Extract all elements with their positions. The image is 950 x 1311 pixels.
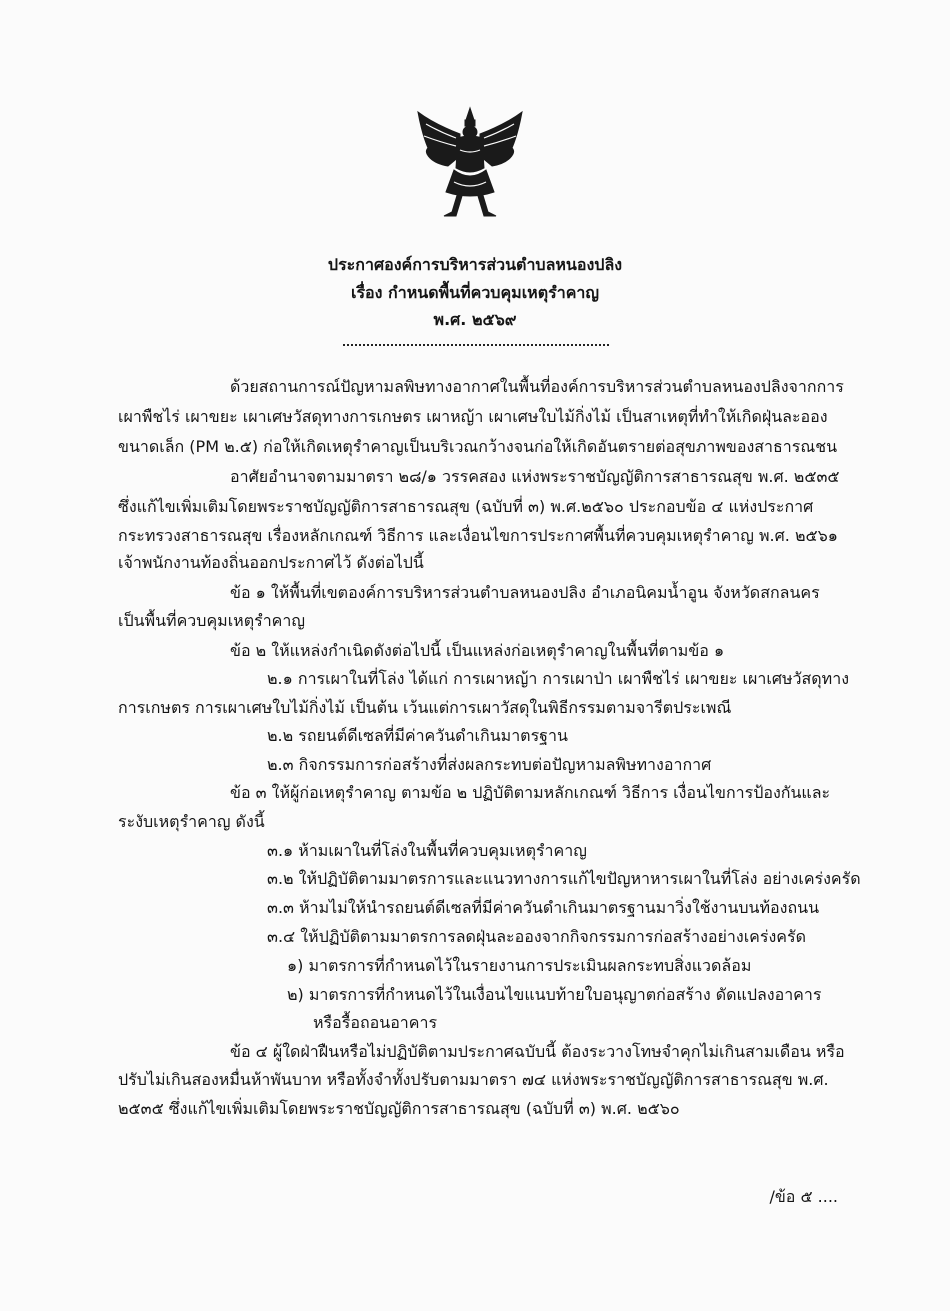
clause-2: ข้อ ๒ ให้แหล่งกำเนิดดังต่อไปนี้ เป็นแหล่งก่อเหตุรำคาญในพื้นที่ตามข้อ ๑: [230, 641, 725, 660]
body-line: หรือรื้อถอนอาคาร: [313, 1013, 438, 1032]
body-line: เจ้าพนักงานท้องถิ่นออกประกาศไว้ ดังต่อไปนี้: [118, 553, 424, 572]
clause-1: ข้อ ๑ ให้พื้นที่เขตองค์การบริหารส่วนตำบลหนองปลิง อำเภอนิคมน้ำอูน จังหวัดสกลนคร: [230, 583, 820, 602]
body-line: เผาพืชไร่ เผาขยะ เผาเศษวัสดุทางการเกษตร เผาหญ้า เผาเศษใบไม้กิ่งไม้ เป็นสาเหตุที่ทำให้เกิดฝุ่นละออง: [118, 407, 828, 426]
body-line: ด้วยสถานการณ์ปัญหามลพิษทางอากาศในพื้นที่องค์การบริหารส่วนตำบลหนองปลิงจากการ: [230, 377, 844, 396]
sub-clause-3-1: ๓.๑ ห้ามเผาในที่โล่งในพื้นที่ควบคุมเหตุรำคาญ: [267, 841, 587, 860]
body-line: การเกษตร การเผาเศษใบไม้กิ่งไม้ เป็นต้น เว้นแต่การเผาวัสดุในพิธีกรรมตามจารีตประเพณี: [118, 698, 732, 717]
sub-clause-2-3: ๒.๓ กิจกรรมการก่อสร้างที่ส่งผลกระทบต่อปัญหามลพิษทางอากาศ: [267, 755, 712, 774]
heading-year: พ.ศ. ๒๕๖๙: [433, 310, 517, 329]
heading-organization: ประกาศองค์การบริหารส่วนตำบลหนองปลิง: [327, 255, 623, 274]
measure-2: ๒) มาตรการที่กำหนดไว้ในเงื่อนไขแนบท้ายใบอนุญาตก่อสร้าง ดัดแปลงอาคาร: [287, 985, 822, 1004]
heading-subject: เรื่อง กำหนดพื้นที่ควบคุมเหตุรำคาญ: [350, 283, 600, 302]
body-line: ขนาดเล็ก (PM ๒.๕) ก่อให้เกิดเหตุรำคาญเป็นบริเวณกว้างจนก่อให้เกิดอันตรายต่อสุขภาพของสาธารณชน: [118, 437, 838, 456]
sub-clause-2-1: ๒.๑ การเผาในที่โล่ง ได้แก่ การเผาหญ้า การเผาป่า เผาพืชไร่ เผาขยะ เผาเศษวัสดุทาง: [267, 669, 850, 688]
clause-4: ข้อ ๔ ผู้ใดฝ่าฝืนหรือไม่ปฏิบัติตามประกาศฉบับนี้ ต้องระวางโทษจำคุกไม่เกินสามเดือน หรือ: [230, 1042, 845, 1061]
body-line: ซึ่งแก้ไขเพิ่มเติมโดยพระราชบัญญัติการสาธารณสุข (ฉบับที่ ๓) พ.ศ.๒๕๖๐ ประกอบข้อ ๔ แห่งประกาศ: [118, 497, 814, 516]
sub-clause-3-4: ๓.๔ ให้ปฏิบัติตามมาตรการลดฝุ่นละอองจากกิจกรรมการก่อสร้างอย่างเคร่งครัด: [267, 927, 806, 946]
sub-clause-3-2: ๓.๒ ให้ปฏิบัติตามมาตรการและแนวทางการแก้ไขปัญหาหารเผาในที่โล่ง อย่างเคร่งครัด: [267, 869, 861, 888]
divider-dotted: [343, 344, 609, 346]
clause-3: ข้อ ๓ ให้ผู้ก่อเหตุรำคาญ ตามข้อ ๒ ปฏิบัติตามหลักเกณฑ์ วิธีการ เงื่อนไขการป้องกันและ: [230, 783, 831, 802]
body-line: อาศัยอำนาจตามมาตรา ๒๘/๑ วรรคสอง แห่งพระราชบัญญัติการสาธารณสุข พ.ศ. ๒๕๓๕: [230, 467, 840, 486]
body-line: ปรับไม่เกินสองหมื่นห้าพันบาท หรือทั้งจำทั้งปรับตามมาตรา ๗๔ แห่งพระราชบัญญัติการสาธารณสุข พ.ศ.: [118, 1070, 829, 1089]
measure-1: ๑) มาตรการที่กำหนดไว้ในรายงานการประเมินผลกระทบสิ่งแวดล้อม: [287, 956, 752, 975]
body-line: ๒๕๓๕ ซึ่งแก้ไขเพิ่มเติมโดยพระราชบัญญัติการสาธารณสุข (ฉบับที่ ๓) พ.ศ. ๒๕๖๐: [118, 1099, 680, 1118]
body-line: กระทรวงสาธารณสุข เรื่องหลักเกณฑ์ วิธีการ และเงื่อนไขการประกาศพื้นที่ควบคุมเหตุรำคาญ พ.ศ. ๒๕๖๑: [118, 526, 838, 545]
sub-clause-3-3: ๓.๓ ห้ามไม่ให้นำรถยนต์ดีเซลที่มีค่าควันดำเกินมาตรฐานมาวิ่งใช้งานบนท้องถนน: [267, 898, 820, 917]
sub-clause-2-2: ๒.๒ รถยนต์ดีเซลที่มีค่าควันดำเกินมาตรฐาน: [267, 726, 568, 745]
body-line: เป็นพื้นที่ควบคุมเหตุรำคาญ: [118, 611, 305, 630]
page-continuation: /ข้อ ๕ ....: [769, 1187, 838, 1206]
body-line: ระงับเหตุรำคาญ ดังนี้: [118, 812, 265, 831]
garuda-emblem-icon: [414, 104, 526, 224]
